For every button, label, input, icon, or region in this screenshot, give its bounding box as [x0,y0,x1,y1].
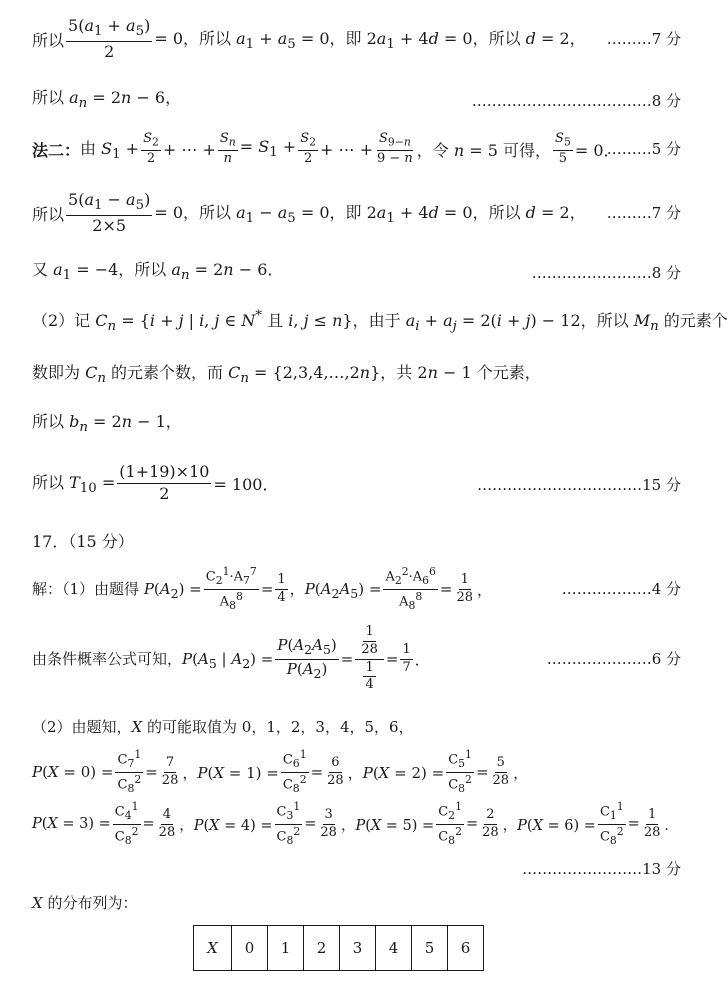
table-cell: 0 [232,926,268,971]
score-4: ………………4 分 [561,580,681,598]
table-row [194,926,484,971]
solution-line-5: 又 $a_1 = -4$，所以 $a_n = 2n - 6$． [32,259,284,284]
solution-line-6: （2）记 $C_n = \{i + j$ | i, j ∈ N* 且 i, j ≤ n}，由于 $a_i + a_j = 2(i + j) - 12$，所以 $M_n$ 的元素个 [32,308,728,335]
fraction-5-sum: $\frac{5(a_1 + a_5)}{2}$ [68,16,151,61]
solution-line-2: 所以 $a_n = 2n - 6$， [32,87,182,112]
table-cell: X [194,926,232,971]
solution-line-13: （2）由题知，X 的可能取值为 0，1，2，3，4，5，6， [32,717,414,736]
solution-line-11: 解：（1）由题得 $P(A_2)$ = $\frac{C_2^1\cdot A_7^7}{A_8^8}$ = $\frac{1}{4}$ ，$P(A_2A_5)$ = $\frac{A_2^2\cdot A_6^6}{A_8^8}$ = $\frac{1}{28}$ ， [32,565,493,612]
question-17-heading: 17．（15 分） [32,531,134,551]
score-8-b: ……………………8 分 [531,264,681,282]
solution-line-12: 由条件概率公式可知，$P(A_5$ | $A_2$) = $\frac{P(A_2A_5)}{P(A_2)}$ = $\frac{\frac{1}{28}}{\frac{1}{4}}$ = $\frac{1}{7}$ ． [32,623,430,693]
solution-line-4: 所以 $\frac{5(a_1 - a_5)}{2\times 5}$ = 0，所以 $a_1 - a_5 = 0$，即 $2a_1 + 4d = 0$，所以 d = 2， [32,190,586,235]
table-cell: 2 [304,926,340,971]
table-cell: 4 [376,926,412,971]
score-7-a: ………7 分 [606,30,681,48]
score-15: ……………………………15 分 [477,476,681,494]
solution-line-1: 所以 $\frac{5(a_1 + a_5)}{2}$ = 0，所以 $a_1 + a_5 = 0$，即 $2a_1 + 4d = 0$，所以 d = 2， [32,16,586,61]
score-8-a: ………………………………8 分 [471,92,681,110]
table-cell: 5 [412,926,448,971]
distribution-table [193,925,484,971]
solution-line-8: 所以 $b_n = 2n - 1$， [32,411,182,436]
solution-line-14: P(X = 0) = $\frac{C_7^1}{C_8^2}$ = $\frac{7}{28}$ ，P(X = 1) = $\frac{C_6^1}{C_8^2}$ = $\frac{6}{28}$ ，P(X = 2) = $\frac{C_5^1}{C_8^2}$ = $\frac{5}{28}$ ， [32,748,529,795]
table-cell: 1 [268,926,304,971]
solution-line-9: 所以 $T_{10}$ = $\frac{(1+19)\times 10}{2}$ = 100． [32,462,279,503]
score-7-b: ………7 分 [606,204,681,222]
score-5: ………5 分 [606,140,681,158]
score-13: ……………………13 分 [522,860,681,878]
distribution-heading: X 的分布列为： [32,893,138,912]
solution-line-3: 法二： 由 $S_1$ + $\frac{S_2}{2}$ + ⋯ + $\frac{S_n}{n}$ = $S_1$ + $\frac{S_2}{2}$ + ⋯ + $\frac{S_{9-n}}{9 - n}$ ，令 n = 5 可得， $\frac{S_5}{5}$ = 0． [32,130,620,166]
solution-line-15: P(X = 3) = $\frac{C_4^1}{C_8^2}$ = $\frac{4}{28}$ ，P(X = 4) = $\frac{C_3^1}{C_8^2}$ = $\frac{3}{28}$ ，P(X = 5) = $\frac{C_2^1}{C_8^2}$ = $\frac{2}{28}$ ，P(X = 6) = $\frac{C_1^1}{C_8^2}$ = $\frac{1}{28}$ ． [32,800,679,847]
solution-line-7: 数即为 $C_n$ 的元素个数，而 $C_n$ = {2,3,4,…,2n}，共 2n − 1 个元素， [32,362,541,387]
score-6: …………………6 分 [546,650,681,668]
table-cell: 6 [448,926,484,971]
table-cell: 3 [340,926,376,971]
